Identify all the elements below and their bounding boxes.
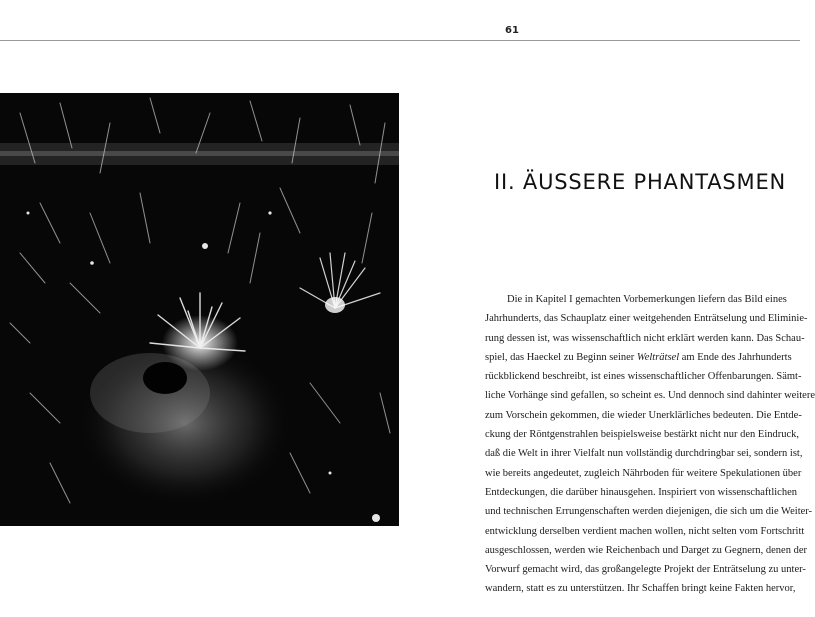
chapter-title: II. ÄUSSERE PHANTASMEN bbox=[493, 170, 787, 194]
body-line: rückblickend beschreibt, ist eines wissenschaftlicher Offenbarungen. Sämt- bbox=[485, 371, 802, 383]
body-line: Die in Kapitel I gemachten Vorbemerkungen liefern das Bild eines bbox=[507, 294, 787, 305]
body-line: spiel, das Haeckel zu Beginn seiner Welträtsel am Ende des Jahrhunderts bbox=[485, 351, 792, 363]
body-line: wie bereits angedeutet, zugleich Nährboden für weitere Spekulationen über bbox=[485, 467, 802, 479]
body-line: ckung der Röntgenstrahlen beispielsweise bestärkt nicht nur den Eindruck, bbox=[485, 429, 800, 441]
figure-number: 4 bbox=[385, 608, 391, 617]
body-line: daß die Welt in ihrer Vielfalt nun vollständig durchdringbar sei, sondern ist, bbox=[485, 448, 803, 460]
body-line: ausgeschlossen, werden wie Reichenbach und Darget zu Gegnern, denen der bbox=[485, 544, 807, 556]
photo-discharge-icon bbox=[0, 93, 399, 526]
top-rule bbox=[0, 40, 800, 41]
body-line: zum Vorschein gekommen, die wieder Unerklärliches bedeuten. Die Entde- bbox=[485, 409, 802, 421]
body-line: Entdeckungen, die darüber hinausgehen. Inspiriert von wissenschaftlichen bbox=[485, 486, 797, 498]
body-line: rung dessen ist, was wissenschaftlich nicht erklärt werden kann. Das Schau- bbox=[485, 332, 805, 344]
body-text bbox=[485, 290, 815, 599]
body-line: liche Vorhänge sind gefallen, so scheint es. Und dennoch sind dahinter weitere bbox=[485, 390, 815, 402]
body-line: entwicklung derselben verdient machen wollen, nicht selten vom Fortschritt bbox=[485, 525, 805, 537]
body-line: Jahrhunderts, das Schauplatz einer weitgehenden Enträtselung und Eliminie- bbox=[485, 313, 808, 325]
body-line: und technischen Errungenschaften werden diejenigen, die sich um die Weiter- bbox=[485, 506, 813, 518]
book-title: Welträtsel bbox=[636, 351, 680, 363]
body-line: Vorwurf gemacht wird, das großangelegte Projekt der Enträtselung zu unter- bbox=[485, 564, 806, 576]
photograph bbox=[0, 93, 399, 617]
page-number: 61 bbox=[505, 25, 519, 36]
body-line: wandern, statt es zu unterstützen. Ihr Schaffen bringt keine Fakten hervor, bbox=[485, 583, 796, 595]
